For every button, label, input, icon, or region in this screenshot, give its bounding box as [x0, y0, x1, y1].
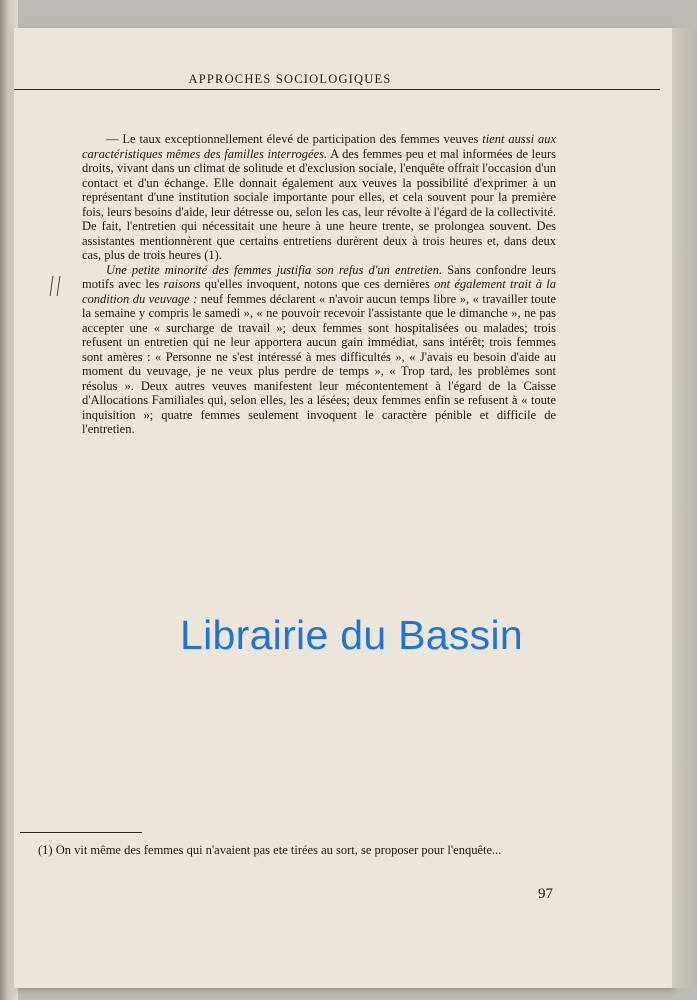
- footnote-text: (1) On vit même des femmes qui n'avaient pas ete tirées au sort, se proposer pour l'enquête...: [38, 843, 502, 857]
- p1-text-a: — Le taux exceptionnellement élevé de participation des femmes veuves: [106, 132, 483, 146]
- footnote-rule: [20, 832, 142, 833]
- page-stack-edge: [672, 28, 697, 988]
- running-head: APPROCHES SOCIOLOGIQUES: [188, 72, 392, 86]
- paragraph-1: [82, 132, 556, 263]
- paragraph-2: [82, 263, 556, 437]
- p2-italic-c: raisons: [163, 277, 201, 291]
- p1-text-c: A des femmes peu et mal informées de leurs droits, vivant dans un climat de solitude et d'exclusion sociale, l'enquête offrait l'occasion d'un contact et d'un échange. Elle donnait également aux veuves la possibilité d'exprimer à un représentant d'une institution sociale importante pour elles, et cela souvent pour la première fois, leurs besoins d'aide, leur détresse ou, selon les cas, leur révolte à l'égard de la collectivité. De fait, l'entretien qui nécessitait une heure à une heure trente, se prolongea souvent. Des assistantes mentionnèrent que certains entretiens durèrent deux à trois heures et, dans deux cas, plus de trois heures (1).: [82, 146, 556, 262]
- p2-text-f: neuf femmes déclarent « n'avoir aucun temps libre », « travailler toute la semaine y compris le samedi », « ne pouvoir recevoir l'assistante que le dimanche », ne pas accepter une « surcharge de travail »; deux femmes sont hospitalisées ou malades; trois refusent un entretien qui ne leur apportera aucun gain immédiat, sans intérêt; trois femmes sont amères : « Personne ne s'est intéressé à mes difficultés », « J'avais eu besoin d'aide au moment du veuvage, je ne veux plus perdre de temps », « Trop tard, les problèmes sont résolus ». Deux autres veuves manifestent leur mécontentement à l'égard de la Caisse d'Allocations Familiales qui, selon elles, les a lésées; deux femmes enfin se refusent à « toute inquisition »; quatre femmes seulement invoquent le caractère pénible et difficile de l'entretien.: [82, 291, 556, 436]
- header-rule: [14, 89, 660, 90]
- p2-text-d: qu'elles invoquent, notons que ces dernières: [200, 277, 435, 291]
- body-text: [82, 132, 556, 437]
- p2-text-b: Sans confondre leurs motifs avec les: [82, 262, 556, 291]
- p2-italic-e: ont également trait à la condition du veuvage :: [82, 277, 556, 306]
- p2-italic-a: Une petite minorité des femmes justifia son refus d'un entretien.: [106, 262, 443, 277]
- p1-italic: tient aussi aux caractéristiques mêmes des familles interrogées.: [82, 132, 556, 161]
- footnote: [20, 843, 556, 858]
- page-number: 97: [538, 886, 553, 902]
- watermark: Librairie du Bassin: [180, 612, 523, 658]
